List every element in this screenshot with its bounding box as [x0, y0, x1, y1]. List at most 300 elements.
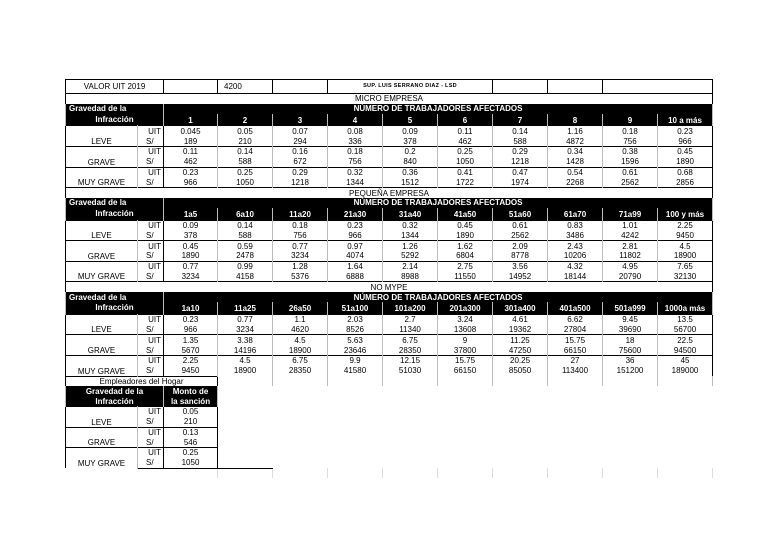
empty-cell [603, 437, 658, 447]
soles-value: 8988 [383, 272, 438, 282]
uit-value: 0.29 [493, 146, 548, 156]
column-header: 26a50 [273, 302, 328, 314]
soles-value: 378 [383, 136, 438, 146]
column-header: 9 [603, 114, 658, 126]
column-header: 11a20 [273, 208, 328, 220]
table-row [66, 272, 713, 282]
uit-value: 4.95 [603, 261, 658, 271]
soles-value: 9450 [658, 230, 713, 240]
soles-value: 4074 [328, 251, 383, 261]
empty-cell [603, 80, 713, 94]
empty-cell [548, 376, 603, 386]
uit-value: 2.25 [164, 355, 218, 365]
uit-value: 2.25 [658, 220, 713, 230]
uit-value: 15.75 [438, 355, 493, 365]
uit-value: 2.75 [438, 261, 493, 271]
empty-cell [548, 406, 603, 416]
uit-value: 0.18 [603, 126, 658, 136]
empty-cell [658, 427, 713, 437]
column-header: 101a200 [383, 302, 438, 314]
empty-cell [548, 386, 603, 396]
empty-cell [493, 437, 548, 447]
table-row [66, 157, 713, 167]
empty-cell [273, 396, 328, 406]
empty-cell [218, 396, 273, 406]
column-header: 71a99 [603, 208, 658, 220]
empty-cell [493, 468, 548, 478]
empty-cell [273, 468, 328, 478]
column-header: 7 [493, 114, 548, 126]
table-row [66, 386, 713, 396]
soles-value: 294 [273, 136, 328, 146]
soles-value: 66150 [438, 366, 493, 376]
column-header: 4 [328, 114, 383, 126]
soles-value: 6888 [328, 272, 383, 282]
column-header: 1000a más [658, 302, 713, 314]
soles-value: 1596 [603, 157, 658, 167]
soles-value: 966 [164, 325, 218, 335]
uit-value: 0.61 [493, 220, 548, 230]
soles-value: 1050 [164, 458, 218, 468]
empty-cell [218, 376, 273, 386]
soles-value: 588 [218, 230, 273, 240]
empty-cell [438, 396, 493, 406]
uit-value: 4.5 [273, 335, 328, 345]
table-row [66, 104, 713, 114]
soles-value: 966 [164, 177, 218, 187]
soles-value: 1722 [438, 177, 493, 187]
soles-value: 4872 [548, 136, 603, 146]
uit-value: 0.23 [164, 167, 218, 177]
empty-cell [383, 468, 438, 478]
unit-uit: UIT [138, 335, 164, 345]
soles-value: 37800 [438, 345, 493, 355]
soles-value: 85050 [493, 366, 548, 376]
gravedad-header: Gravedad de la [66, 104, 164, 114]
soles-value: 1344 [328, 177, 383, 187]
unit-soles: S/ [138, 325, 164, 335]
unit-soles: S/ [138, 458, 164, 468]
soles-value: 2856 [658, 177, 713, 187]
column-header: 41a50 [438, 208, 493, 220]
soles-value: 756 [328, 157, 383, 167]
uit-value: 12.15 [383, 355, 438, 365]
uit-value: 2.14 [383, 261, 438, 271]
severity-label-leve: LEVE [66, 406, 138, 427]
soles-value: 210 [164, 417, 218, 427]
soles-value: 4242 [603, 230, 658, 240]
soles-value: 1428 [548, 157, 603, 167]
soles-value: 210 [218, 136, 273, 146]
soles-value: 14196 [218, 345, 273, 355]
empty-cell [218, 448, 273, 458]
uit-value: 7.65 [658, 261, 713, 271]
uit-value: 3.38 [218, 335, 273, 345]
table-row [66, 427, 713, 437]
uit-value: 2.43 [548, 241, 603, 251]
uit-value: 1.28 [273, 261, 328, 271]
empty-cell [383, 448, 438, 458]
soles-value: 28350 [273, 366, 328, 376]
soles-value: 23646 [328, 345, 383, 355]
uit-value: 1.62 [438, 241, 493, 251]
empty-cell [273, 406, 328, 416]
soles-value: 840 [383, 157, 438, 167]
soles-value: 47250 [493, 345, 548, 355]
empty-cell [328, 448, 383, 458]
table-row [66, 406, 713, 416]
empty-cell [328, 386, 383, 396]
unit-uit: UIT [138, 355, 164, 365]
soles-value: 588 [218, 157, 273, 167]
empty-cell [328, 406, 383, 416]
empty-cell [438, 406, 493, 416]
severity-label-grave: GRAVE [66, 241, 138, 262]
empty-cell [218, 406, 273, 416]
empty-cell [493, 417, 548, 427]
soles-value: 9450 [164, 366, 218, 376]
empty-cell [383, 386, 438, 396]
empty-cell [493, 80, 548, 94]
severity-label-grave: GRAVE [66, 146, 138, 167]
uit-value: 0.77 [273, 241, 328, 251]
spreadsheet [65, 79, 712, 478]
uit-value: 0.61 [603, 167, 658, 177]
table-row [66, 220, 713, 230]
uit-value: 5.63 [328, 335, 383, 345]
uit-value: 0.09 [383, 126, 438, 136]
uit-value: 0.14 [218, 220, 273, 230]
uit-value: 0.25 [218, 167, 273, 177]
soles-value: 19362 [493, 325, 548, 335]
empty-cell [438, 448, 493, 458]
empty-cell [273, 427, 328, 437]
uit-value: 9 [438, 335, 493, 345]
empty-cell [603, 468, 658, 478]
column-header: 1 [164, 114, 218, 126]
empty-cell [328, 417, 383, 427]
column-header: 51a60 [493, 208, 548, 220]
column-header: 11a25 [218, 302, 273, 314]
soles-value: 10206 [548, 251, 603, 261]
table-row [66, 80, 713, 94]
uit-value: 0.45 [164, 241, 218, 251]
severity-label-mg: MUY GRAVE [66, 167, 138, 188]
empty-cell [218, 427, 273, 437]
soles-value: 1218 [493, 157, 548, 167]
empty-cell [383, 396, 438, 406]
table-row [66, 314, 713, 324]
column-header: 5 [383, 114, 438, 126]
uit-value: 0.23 [328, 220, 383, 230]
soles-value: 18900 [658, 251, 713, 261]
empty-cell [438, 427, 493, 437]
soles-value: 32130 [658, 272, 713, 282]
uit-value: 0.09 [164, 220, 218, 230]
hogar-title: Empleadores del Hogar [66, 376, 218, 386]
empty-cell [383, 427, 438, 437]
uit-value: 0.41 [438, 167, 493, 177]
uit-value: 0.11 [438, 126, 493, 136]
unit-soles: S/ [138, 366, 164, 376]
table-row [66, 126, 713, 136]
table-row [66, 366, 713, 376]
table-row [66, 198, 713, 208]
column-header: 21a30 [328, 208, 383, 220]
soles-value: 2268 [548, 177, 603, 187]
uit-value: 18 [603, 335, 658, 345]
unit-uit: UIT [138, 448, 164, 458]
table-row [66, 396, 713, 406]
uit-value: 0.2 [383, 146, 438, 156]
empty-cell [658, 396, 713, 406]
soles-value: 6804 [438, 251, 493, 261]
soles-value: 2478 [218, 251, 273, 261]
empty-cell [218, 437, 273, 447]
empty-cell [438, 386, 493, 396]
micro-empresa-title: MICRO EMPRESA [66, 94, 713, 104]
soles-value: 56700 [658, 325, 713, 335]
soles-value: 39690 [603, 325, 658, 335]
soles-value: 462 [164, 157, 218, 167]
uit-value: 22.5 [658, 335, 713, 345]
table-row [66, 167, 713, 177]
severity-label-grave: GRAVE [66, 335, 138, 356]
empty-cell [383, 406, 438, 416]
empty-cell [273, 437, 328, 447]
uit-value: 0.18 [273, 220, 328, 230]
trabajadores-header: NÚMERO DE TRABAJADORES AFECTADOS [164, 104, 713, 114]
empty-cell [548, 458, 603, 468]
unit-soles: S/ [138, 251, 164, 261]
soles-value: 3234 [218, 325, 273, 335]
uit-value: 0.16 [273, 146, 328, 156]
column-header: 61a70 [548, 208, 603, 220]
column-header: 501a999 [603, 302, 658, 314]
table-row [66, 325, 713, 335]
soles-value: 672 [273, 157, 328, 167]
uit-value: 0.68 [658, 167, 713, 177]
empty-cell [383, 376, 438, 386]
author-label: SUP. LUIS SERRANO DIAZ - LSD [328, 80, 493, 94]
empty-cell [328, 427, 383, 437]
soles-value: 18900 [218, 366, 273, 376]
unit-uit: UIT [138, 241, 164, 251]
severity-label-mg: MUY GRAVE [66, 448, 138, 469]
uit-value: 4.5 [658, 241, 713, 251]
empty-cell [438, 417, 493, 427]
column-header: 6a10 [218, 208, 273, 220]
soles-value: 151200 [603, 366, 658, 376]
soles-value: 11340 [383, 325, 438, 335]
soles-value: 756 [273, 230, 328, 240]
uit-value: 0.54 [548, 167, 603, 177]
uit-value: 0.34 [548, 146, 603, 156]
empty-cell [328, 376, 383, 386]
table-row [66, 355, 713, 365]
soles-value: 1974 [493, 177, 548, 187]
empty-cell [438, 468, 493, 478]
uit-value: 0.08 [328, 126, 383, 136]
soles-value: 966 [328, 230, 383, 240]
fines-table [65, 79, 713, 478]
severity-label-leve: LEVE [66, 220, 138, 241]
table-row [66, 417, 713, 427]
table-row [66, 376, 713, 386]
unit-uit: UIT [138, 406, 164, 416]
empty-cell [603, 406, 658, 416]
soles-value: 18144 [548, 272, 603, 282]
infraccion-header: Infracción [66, 302, 164, 314]
uit-value: 0.11 [164, 146, 218, 156]
severity-label-leve: LEVE [66, 126, 138, 147]
unit-soles: S/ [138, 157, 164, 167]
uit-value: 4.32 [548, 261, 603, 271]
soles-value: 5670 [164, 345, 218, 355]
uit-value: 0.32 [383, 220, 438, 230]
uit-value: 0.13 [164, 427, 218, 437]
uit-value: 27 [548, 355, 603, 365]
soles-value: 94500 [658, 345, 713, 355]
unit-uit: UIT [138, 427, 164, 437]
empty-cell [273, 386, 328, 396]
soles-value: 41580 [328, 366, 383, 376]
empty-cell [658, 458, 713, 468]
column-header: 10 a más [658, 114, 713, 126]
empty-cell [603, 376, 658, 386]
uit-value: 3.56 [493, 261, 548, 271]
soles-value: 336 [328, 136, 383, 146]
table-row [66, 208, 713, 220]
table-row [66, 282, 713, 292]
valor-uit-label: VALOR UIT 2019 [66, 80, 164, 94]
soles-value: 28350 [383, 345, 438, 355]
soles-value: 13608 [438, 325, 493, 335]
empty-cell [493, 406, 548, 416]
soles-value: 1890 [438, 230, 493, 240]
soles-value: 1050 [438, 157, 493, 167]
uit-value: 0.29 [273, 167, 328, 177]
empty-cell [328, 458, 383, 468]
soles-value: 1050 [218, 177, 273, 187]
unit-soles: S/ [138, 417, 164, 427]
table-row [66, 230, 713, 240]
gravedad-header: Gravedad de la [66, 386, 164, 396]
soles-value: 2562 [493, 230, 548, 240]
soles-value: 8778 [493, 251, 548, 261]
table-row [66, 241, 713, 251]
uit-value: 2.81 [603, 241, 658, 251]
soles-value: 189000 [658, 366, 713, 376]
soles-value: 546 [164, 437, 218, 447]
column-header: 6 [438, 114, 493, 126]
column-header: 301a400 [493, 302, 548, 314]
empty-cell [493, 458, 548, 468]
unit-soles: S/ [138, 437, 164, 447]
uit-value: 0.38 [603, 146, 658, 156]
uit-value: 2.03 [328, 314, 383, 324]
soles-value: 75600 [603, 345, 658, 355]
empty-cell [273, 417, 328, 427]
uit-value: 0.45 [438, 220, 493, 230]
soles-value: 66150 [548, 345, 603, 355]
severity-label-leve: LEVE [66, 314, 138, 335]
soles-value: 378 [164, 230, 218, 240]
uit-value: 45 [658, 355, 713, 365]
empty-cell [603, 417, 658, 427]
unit-soles: S/ [138, 177, 164, 187]
table-row [66, 251, 713, 261]
empty-cell [603, 448, 658, 458]
soles-value: 966 [658, 136, 713, 146]
empty-cell [658, 386, 713, 396]
uit-value: 6.75 [383, 335, 438, 345]
soles-value: 51030 [383, 366, 438, 376]
empty-cell [548, 437, 603, 447]
uit-value: 1.64 [328, 261, 383, 271]
soles-value: 756 [603, 136, 658, 146]
uit-value: 0.14 [218, 146, 273, 156]
infraccion-header: Infracción [66, 396, 164, 406]
soles-value: 4620 [273, 325, 328, 335]
empty-cell [493, 376, 548, 386]
soles-value: 3234 [273, 251, 328, 261]
severity-label-grave: GRAVE [66, 427, 138, 448]
column-header: 201a300 [438, 302, 493, 314]
uit-value: 0.99 [218, 261, 273, 271]
uit-value: 1.16 [548, 126, 603, 136]
pequena-empresa-title: PEQUEÑA EMPRESA [66, 188, 713, 198]
column-header: 1a10 [164, 302, 218, 314]
unit-uit: UIT [138, 261, 164, 271]
gravedad-header: Gravedad de la [66, 198, 164, 208]
uit-value: 0.25 [164, 448, 218, 458]
table-row [66, 261, 713, 271]
uit-value: 0.83 [548, 220, 603, 230]
empty-cell [658, 376, 713, 386]
empty-cell [603, 427, 658, 437]
uit-value: 0.23 [658, 126, 713, 136]
empty-cell [273, 80, 328, 94]
empty-cell [438, 458, 493, 468]
empty-cell [273, 458, 328, 468]
uit-value: 6.62 [548, 314, 603, 324]
empty-cell [548, 448, 603, 458]
empty-cell [548, 417, 603, 427]
uit-value: 0.045 [164, 126, 218, 136]
empty-cell [66, 468, 218, 478]
empty-cell [328, 396, 383, 406]
column-header: 401a500 [548, 302, 603, 314]
table-row [66, 114, 713, 126]
empty-cell [548, 396, 603, 406]
infraccion-header: Infracción [66, 208, 164, 220]
soles-value: 1512 [383, 177, 438, 187]
column-header: 1a5 [164, 208, 218, 220]
uit-value: 0.05 [164, 406, 218, 416]
table-row [66, 458, 713, 468]
monto-header: la sanción [164, 396, 218, 406]
soles-value: 5376 [273, 272, 328, 282]
column-header: 3 [273, 114, 328, 126]
soles-value: 1344 [383, 230, 438, 240]
table-row [66, 146, 713, 156]
empty-cell [218, 458, 273, 468]
table-row [66, 94, 713, 104]
severity-label-mg: MUY GRAVE [66, 355, 138, 376]
soles-value: 113400 [548, 366, 603, 376]
unit-soles: S/ [138, 136, 164, 146]
